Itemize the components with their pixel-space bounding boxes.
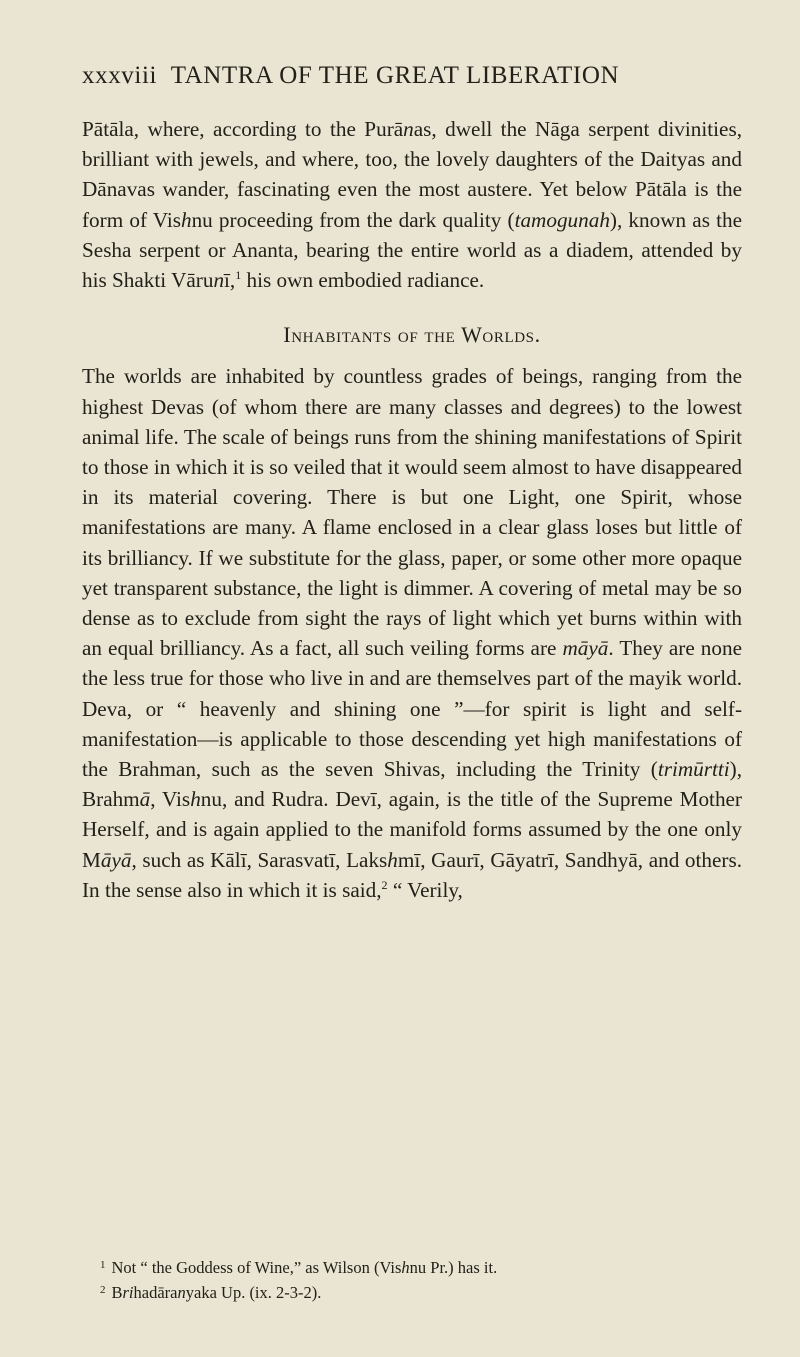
text-run: . They are none the less true for those who live in and are themselves part of the mayik world. Deva, or “ heavenly and shining one ”—for spirit is light and self-manifestation—is applicable to those descending yet high manifestations of the Brahman, such as the seven Shivas, including the Trinity (	[82, 636, 742, 782]
italic-run: ri	[122, 1283, 134, 1302]
footnote-ref-1[interactable]: 1	[235, 268, 242, 283]
text-run: hadāra	[133, 1283, 178, 1302]
italic-run: māyā	[562, 636, 609, 661]
footnote-1	[100, 1254, 740, 1279]
paragraph-patala	[82, 114, 742, 295]
text-run: , Vis	[150, 787, 191, 812]
text-run: mī, Gaurī, Gāyatrī, Sandhyā, and others. In the sense also in which it is said,	[82, 847, 742, 902]
footnote-ref-2[interactable]: 2	[381, 877, 388, 892]
section-heading: Inhabitants of the Worlds.	[283, 322, 541, 348]
italic-run: h	[401, 1258, 410, 1277]
text-run: nu Pr.) has it.	[409, 1258, 498, 1277]
paragraph-inhabitants	[82, 361, 742, 905]
italic-run: n	[213, 268, 225, 293]
text-run: Pātāla, where, according to the Purā	[82, 117, 404, 141]
italic-run: n	[177, 1283, 186, 1302]
text-run: nu, and Rudra. Devī, again, is the title of the Supreme Mother Herself, and is again applied to the manifold forms assumed by the one only M	[82, 787, 742, 872]
italic-run: tamogunah	[514, 207, 610, 232]
text-run: ), Brahm	[82, 757, 742, 812]
text-run: as, dwell the Nāga serpent divinities, brilliant with jewels, and where, too, the lovely daughters of the Daityas and Dānavas wander, fascinating even the most austere. Yet below Pātāla is the form of Vis	[82, 117, 742, 232]
footnotes	[100, 1254, 740, 1304]
italic-run: trimūrtti	[657, 757, 730, 782]
italic-run: ā	[139, 787, 151, 812]
running-head	[82, 62, 742, 90]
footnote-mark: 2	[100, 1284, 106, 1296]
text-run: , such as Kālī, Sarasvatī, Laks	[131, 847, 388, 872]
text-run: Not “ the Goddess of Wine,” as Wilson (Vis	[111, 1258, 402, 1277]
italic-run: āyā	[100, 847, 132, 872]
text-run: “ Verily,	[387, 877, 463, 902]
italic-run: n	[403, 117, 414, 141]
footnote-mark: 1	[100, 1259, 106, 1271]
italic-run: h	[180, 207, 192, 232]
book-title: TANTRA OF THE GREAT LIBERATION	[170, 62, 620, 89]
footnote-2	[100, 1279, 740, 1304]
body-text	[82, 114, 742, 905]
text-run: The worlds are inhabited by countless grades of beings, ranging from the highest Devas (of whom there are many classes and degrees) to the lowest animal life. The scale of beings runs from the shining manifestations of Spirit to those in which it is so veiled that it would seem almost to have disappeared in its material covering. There is but one Light, one Spirit, whose manifestations are many. A flame enclosed in a clear glass loses but little of its brilliancy. If we substitute for the glass, paper, or some other more opaque yet transparent substance, the light is dimmer. A covering of metal may be so dense as to exclude from sight the rays of light which yet burns within with an equal brilliancy. As a fact, all such veiling forms are	[82, 364, 742, 661]
text-run: nu proceeding from the dark quality (	[191, 207, 515, 232]
page-number: xxxviii	[82, 62, 158, 89]
italic-run: h	[387, 847, 398, 872]
text-run: B	[111, 1283, 123, 1302]
text-run: yaka Up. (ix. 2-3-2).	[185, 1283, 322, 1302]
text-run: his own embodied radiance.	[241, 268, 485, 293]
text-run: ī,	[224, 268, 236, 293]
italic-run: h	[190, 787, 201, 812]
text-run: ), known as the Sesha serpent or Ananta, bearing the entire world as a diadem, attended by his Shakti Vāru	[82, 207, 742, 293]
